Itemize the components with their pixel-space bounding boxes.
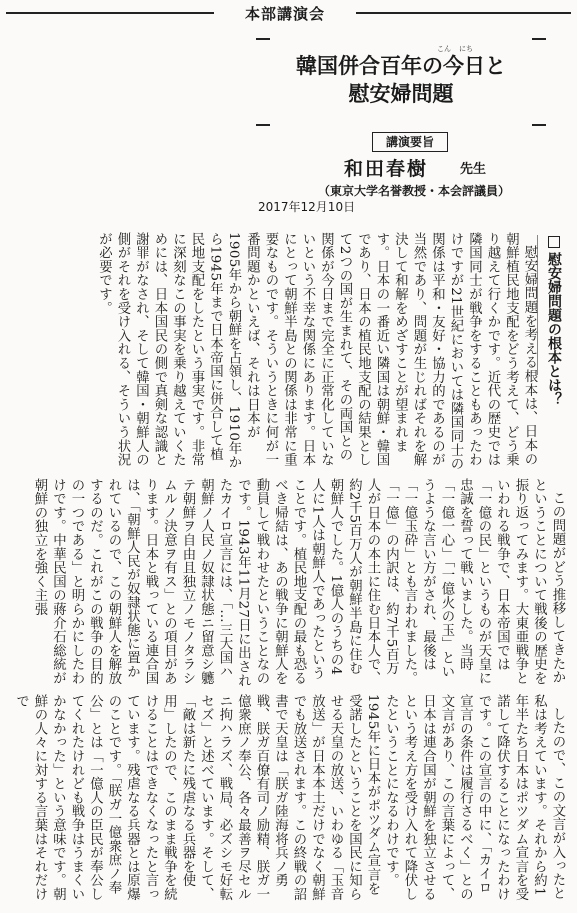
title-line-1: 韓国併合百年の今日と [296,53,506,78]
body-paragraph: 慰安婦問題を考える根本は、日本の朝鮮植民地支配をどう考えて、どう乗り越えて行くかです。近代の歴史では隣国同士が戦争をすることもあったわけですが21世紀においては隣国同士の関係は平和・友好・協力的であるのが当然であり、問題が生じればそれを解決して和解をめざすことが望まれます。日本の一番近い隣国は朝鮮・韓国であり、日本の植民地支配の結果として2つの国が生まれて、その両国との関係が今日まで完全に正常化していないという不幸な関係にあります。日本にとって朝鮮半島との関係は非常に重要なものです。そういうときに何が一番問題かといえば、それは日本が1905年から朝鮮を占領し、1910年から1945年まで日本帝国に併合して植民地支配をしたという事実です。非常に深刻なこの事実を乗り越えていくためには、日本国民の側で真剣な認識と謝罪がなされ、そして韓国・朝鮮人の側がそれを受け入れる、そういう状況が必要です。 [96,232,537,471]
ruby-nichi: にち [459,45,473,53]
speaker-name: 和田春樹 [344,158,429,180]
ruby-kon: こん [437,45,451,53]
summary-label: 講演要旨 [372,132,448,152]
body-column-1 [8,232,538,472]
sidebar-heading [540,236,568,406]
sidebar-heading-text: 慰安婦問題の根本とは？ [546,252,562,406]
body-column-3 [8,694,566,907]
lecture-date: 2017年12月10日 [258,200,356,214]
speaker-honorific: 先生 [460,162,487,177]
body-column-2 [8,478,566,688]
lecture-title [262,52,540,108]
body-paragraph: この問題がどう推移してきたかということについて戦後の歴史を振り返ってみます。大東亜戦争といわれる戦争で、日本帝国では「一億の民」というものが天皇に忠誠を誓って戦いました。当時「一億一心」「一億火の玉」というような言い方がされ、最後は「一億玉砕」とも言われました。「一億」の内訳は、約7千5百万人が日本の本土に住む日本人で、約2千5百万人が朝鮮半島に住む朝鮮人でした。1億人のうちの4人に1人は朝鮮人であったということです。植民地支配の最も恐るべき帰結は、あの戦争に朝鮮人を動員して戦わせたということなのです。1943年11月27日に出されたカイロ宣言には、「…三大国ハ朝鮮ノ人民ノ奴隷状態ニ留意シ軈テ朝鮮ヲ自由且独立ノモノタラシムルノ決意ヲ有ス」との項目があります。日本と戦っている連合国は、「朝鮮人民が奴隷状態に置かれているので、この朝鮮人を解放するのだ。これがこの戦争の目的の一つである」と明らかにしたわけです。中華民国の蔣介石総統が朝鮮の独立を強く主張 [32,478,565,688]
title-line-2: 慰安婦問題 [348,81,454,106]
section-label: 本部講演会 [214,4,356,24]
square-bullet-icon [548,236,560,248]
body-paragraph: したので、この文言が入ったと私は考えています。それから約1年半たち日本はポツダム宣言を受諾して降伏することになったわけです。この宣言の中に、「カイロ宣言の条件は履行さるべく」との文言があり、この言葉によって、日本は連合国が朝鮮を独立させるという考え方を受け入れて降伏したということになるわけです。1945年に日本がポツダム宣言を受諾したということを国民に知らせる天皇の放送、いわゆる「玉音放送」が日本本土だけでなく朝鮮でも放送されます。この終戦の詔書で天皇は「朕ガ陸海将兵ノ勇戦、朕ガ百僚有司ノ励精、朕ガ一億衆庶ノ奉公、各々最善ヲ尽セルニ拘ハラズ、戦局、必ズシモ好転セズ」と述べています。そして、「敵は新たに残虐なる兵器を使用」したので、このまま戦争を続けることはできなくなったと言っています。残虐なる兵器とは原爆のことです。「朕ガ一億衆庶ノ奉公」とは「一億人の臣民が奉公してくれたけれども戦争はうまくいかなかった」という意味です。朝鮮の人々に対する言葉はそれだけで [13,694,565,901]
speaker-affiliation: （東京大学名誉教授・本会評議員） [318,184,511,198]
